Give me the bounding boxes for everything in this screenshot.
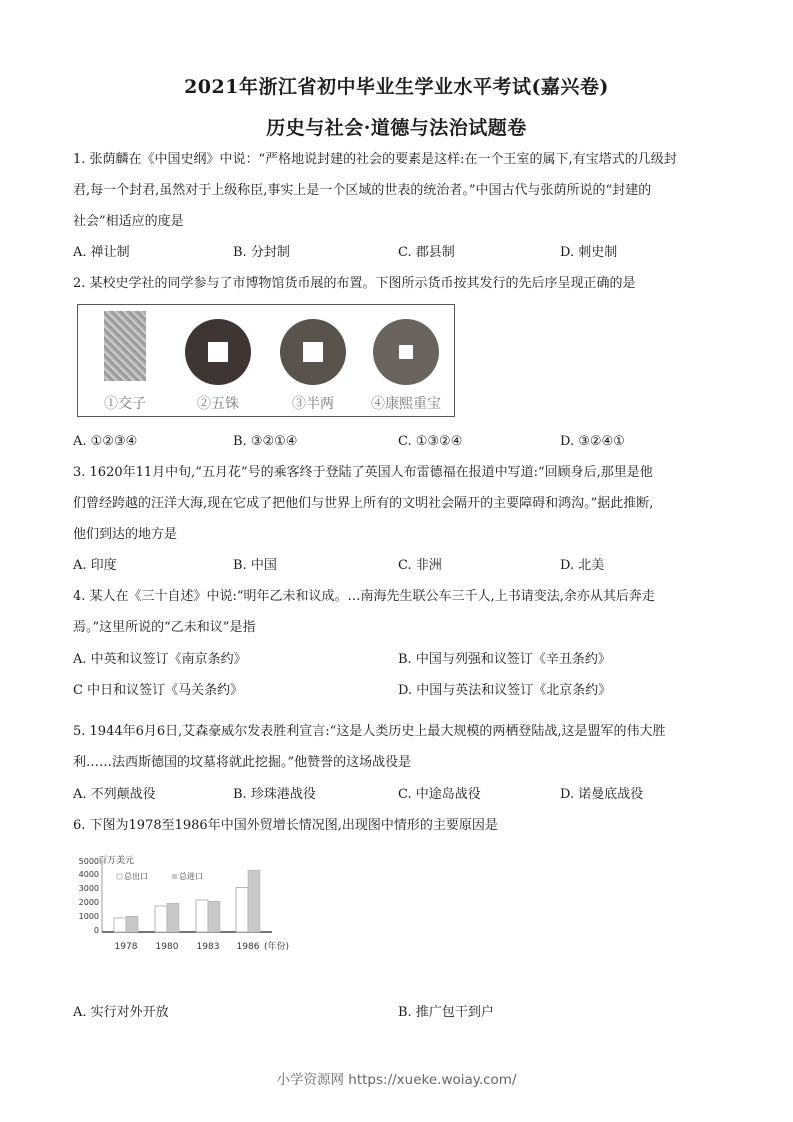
q1-text-line: 1. 张荫麟在《中国史纲》中说：“严格地说封建的社会的要素是这样:在一个王室的属下,有宝塔式的几级封 (73, 152, 677, 167)
q3-option-b: B. 中国 (233, 558, 277, 573)
svg-text:0: 0 (93, 926, 99, 935)
q4-option-c: C 中日和议签订《马关条约》 (73, 683, 244, 698)
q5-option-a: A. 不列颠战役 (73, 787, 156, 802)
q3-text-line: 他们到达的地方是 (73, 527, 178, 542)
coin-image (373, 319, 439, 385)
q4-option-b: B. 中国与列强和议签订《辛丑条约》 (398, 652, 611, 667)
exam-subtitle: 历史与社会·道德与法治试题卷 (266, 117, 527, 139)
coin-label: ④康熙重宝 (371, 396, 441, 412)
coin-image (280, 319, 346, 385)
q6-option-a: A. 实行对外开放 (73, 1005, 169, 1020)
currency-figure (77, 304, 455, 417)
q1-option-c: C. 郡县制 (398, 245, 455, 260)
legend-swatch-export (117, 874, 122, 879)
coin-jiaozi (80, 305, 170, 417)
q1-option-b: B. 分封制 (233, 245, 290, 260)
y-tick-labels (79, 857, 99, 935)
q3-text-line: 们曾经跨越的汪洋大海,现在它成了把他们与世界上所有的文明社会隔开的主要障碍和鸿沟。”据此推断, (73, 496, 654, 511)
svg-text:1980: 1980 (155, 942, 179, 952)
q5-option-c: C. 中途岛战役 (398, 787, 481, 802)
trade-bar-chart (72, 852, 302, 957)
q3-text-line: 3. 1620年11月中旬,“五月花”号的乘客终于登陆了英国人布雷德福在报道中写道:“回顾身后,那里是他 (73, 465, 653, 480)
coin-wuzhu (173, 305, 263, 417)
q1-text-line: 社会”相适应的度是 (73, 214, 184, 229)
coin-banliang (268, 305, 358, 417)
paper-note-image (104, 311, 146, 381)
q3-option-a: A. 印度 (73, 558, 117, 573)
q4-option-a: A. 中英和议签订《南京条约》 (73, 652, 247, 667)
coin-label: ③半两 (292, 396, 334, 412)
q3-option-c: C. 非洲 (398, 558, 442, 573)
q5-option-b: B. 珍珠港战役 (233, 787, 316, 802)
x-tick-labels (115, 942, 260, 952)
legend-import: 总进口 (179, 872, 203, 881)
svg-text:5000: 5000 (78, 857, 99, 866)
svg-text:2000: 2000 (78, 898, 99, 907)
coin-kangxi (361, 305, 451, 417)
q3-option-d: D. 北美 (560, 558, 605, 573)
q1-option-a: A. 禅让制 (73, 245, 130, 260)
y-axis-unit: 百万美元 (98, 856, 135, 866)
legend-export: 总出口 (124, 872, 148, 881)
coin-image (185, 319, 251, 385)
q2-option-d: D. ③②④① (560, 434, 625, 449)
q6-text-line: 6. 下图为1978至1986年中国外贸增长情况图,出现图中情形的主要原因是 (73, 818, 498, 833)
watermark-footer: 小学资源网 https://xueke.woiay.com/ (276, 1072, 517, 1088)
svg-text:4000: 4000 (78, 870, 99, 879)
q4-text-line: 焉。”这里所说的“乙未和议”是指 (73, 620, 256, 635)
exam-title: 2021年浙江省初中毕业生学业水平考试(嘉兴卷) (184, 76, 609, 98)
legend-swatch-import (172, 874, 177, 879)
svg-text:1983: 1983 (196, 942, 220, 952)
chart-svg (72, 852, 302, 957)
svg-text:1000: 1000 (78, 912, 99, 921)
svg-text:1978: 1978 (114, 942, 138, 952)
coin-label: ①交子 (104, 396, 146, 412)
q2-text-line: 2. 某校史学社的同学参与了市博物馆货币展的布置。下图所示货币按其发行的先后序呈现正确的是 (73, 276, 636, 291)
q4-option-d: D. 中国与英法和议签订《北京条约》 (398, 683, 612, 698)
q2-option-a: A. ①②③④ (73, 434, 138, 449)
svg-text:3000: 3000 (78, 884, 99, 893)
svg-text:1986: 1986 (236, 942, 260, 952)
q1-option-d: D. 刺史制 (560, 245, 618, 260)
q2-option-c: C. ①③②④ (398, 434, 463, 449)
q5-text-line: 利……法西斯德国的坟墓将就此挖掘。”他赞誉的这场战役是 (73, 755, 412, 770)
x-axis-unit: (年份) (264, 942, 290, 952)
q5-text-line: 5. 1944年6月6日,艾森豪威尔发表胜利宣言:“这是人类历史上最大规模的两栖登陆战,这是盟军的伟大胜 (73, 724, 666, 739)
coin-label: ②五铢 (197, 396, 239, 412)
q4-text-line: 4. 某人在《三十自述》中说:“明年乙未和议成。…南海先生联公车三千人,上书请变法,余亦从其后奔走 (73, 589, 655, 604)
q1-text-line: 君,每一个封君,虽然对于上级称臣,事实上是一个区域的世表的统治者。”中国古代与张荫所说的“封建的 (73, 183, 652, 198)
q6-option-b: B. 推广包干到户 (398, 1005, 494, 1020)
q5-option-d: D. 诺曼底战役 (560, 787, 644, 802)
q2-option-b: B. ③②①④ (233, 434, 298, 449)
